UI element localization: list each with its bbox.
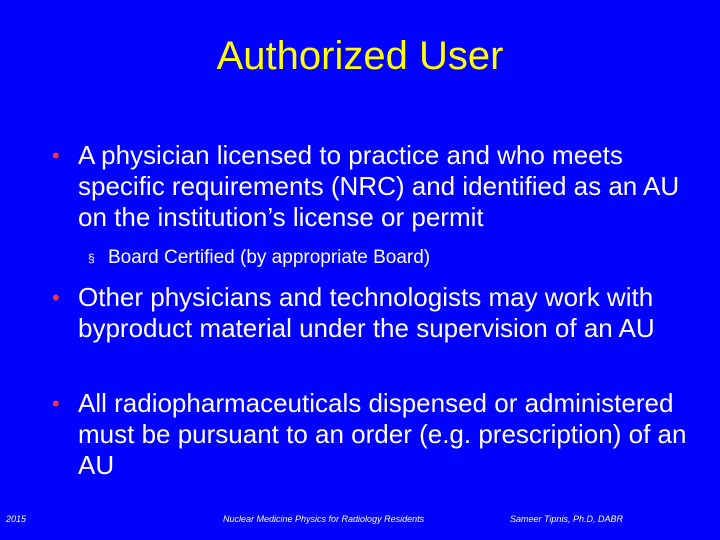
bullet-item-1: [52, 140, 698, 233]
sub-bullet-marker: §: [88, 251, 95, 265]
bullet-text: All radiopharmaceuticals dispensed or administered must be pursuant to an order (e.g. prescription) of an AU: [78, 388, 687, 480]
bullet-marker: •: [52, 285, 60, 310]
bullet-text: Other physicians and technologists may work with byproduct material under the supervision of an AU: [78, 282, 655, 343]
sub-bullet-item-1: [88, 246, 698, 270]
bullet-marker: •: [52, 391, 60, 416]
bullet-item-2: [52, 282, 698, 344]
slide-title: Authorized User: [216, 34, 504, 78]
footer-year: 2015: [6, 514, 27, 524]
bullet-item-3: [52, 388, 698, 481]
bullet-text: A physician licensed to practice and who meets specific requirements (NRC) and identified as an AU on the institution’s license or permit: [78, 140, 680, 232]
footer-course: Nuclear Medicine Physics for Radiology Residents: [223, 514, 425, 524]
bullet-marker: •: [52, 143, 60, 168]
sub-bullet-text: Board Certified (by appropriate Board): [108, 247, 431, 268]
footer-author: Sameer Tipnis, Ph.D, DABR: [510, 514, 623, 524]
